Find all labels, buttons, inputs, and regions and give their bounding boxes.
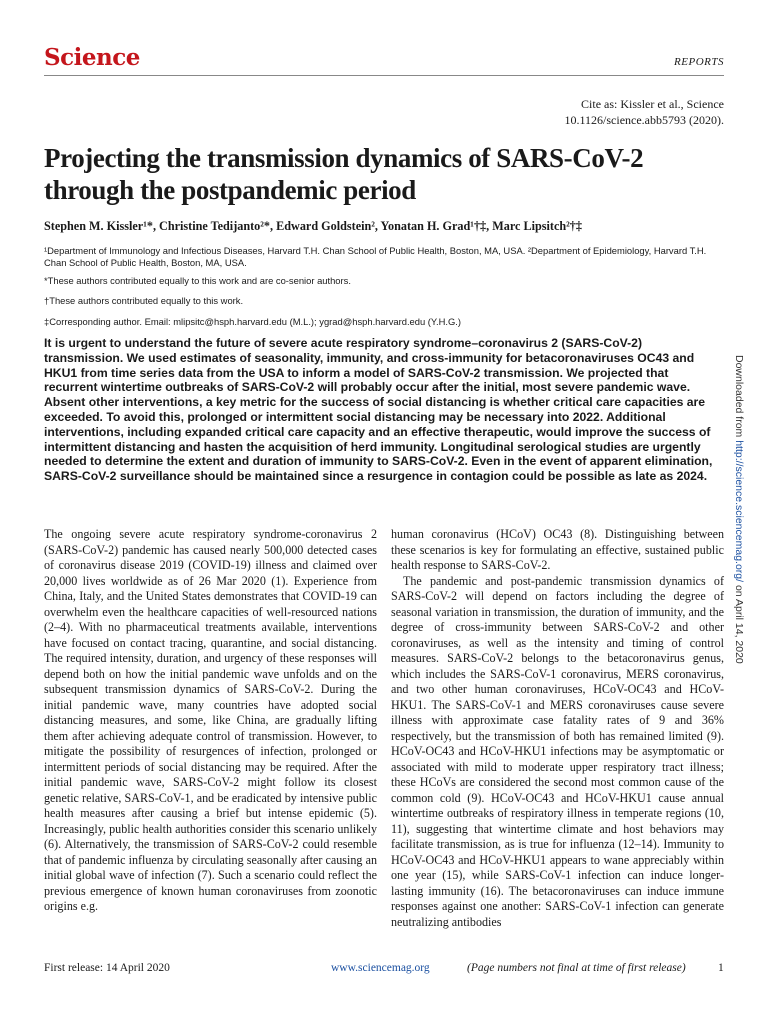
note-equal-contribution: †These authors contributed equally to this work. bbox=[44, 295, 244, 306]
section-label: REPORTS bbox=[674, 56, 724, 68]
download-sidebar bbox=[735, 355, 755, 675]
note-corresponding: ‡Corresponding author. Email: mlipsitc@hsph.harvard.edu (M.L.); ygrad@hsph.harvard.edu (Y.H.G.) bbox=[44, 316, 461, 327]
abstract: It is urgent to understand the future of severe acute respiratory syndrome–coronavirus 2 (SARS-CoV-2) transmission. We used estimates of seasonality, immunity, and cross-immunity for betacoronaviruses OC43 and HKU1 from time series data from the USA to inform a model of SARS-CoV-2 transmission. We projected that recurrent wintertime outbreaks of SARS-CoV-2 will probably occur after the initial, most severe pandemic wave. Absent other interventions, a key metric for the success of social distancing is whether critical care capacities are exceeded. To avoid this, prolonged or intermittent social distancing may be necessary into 2022. Additional interventions, including expanded critical care capacity and an effective therapeutic, would improve the success of intermittent distancing and hasten the acquisition of herd immunity. Longitudinal serological studies are urgently needed to determine the extent and duration of immunity to SARS-CoV-2. Even in the event of apparent elimination, SARS-CoV-2 surveillance should be maintained since a resurgence in contagion could be possible as late as 2024. bbox=[44, 336, 713, 484]
paragraph: The ongoing severe acute respiratory syndrome-coronavirus 2 (SARS-CoV-2) pandemic has caused nearly 500,000 detected cases of coronavirus disease 2019 (COVID-19) illness and claimed over 20,000 lives worldwide as of 26 Mar 2020 (1). Experience from China, Italy, and the United States demonstrates that COVID-19 can overwhelm even the healthcare capacities of well-resourced nations (2–4). With no pharmaceutical treatments available, interventions have focused on contact tracing, quarantine, and social distancing. The required intensity, duration, and urgency of these responses will depend both on how the initial pandemic wave unfolds and on the subsequent transmission dynamics of SARS-CoV-2. During the initial pandemic wave, many countries have adopted social distancing measures, and some, like China, are gradually lifting them after achieving adequate control of transmission. However, to mitigate the possibility of resurgences of infection, prolonged or intermittent periods of social distancing may be required. After the initial pandemic wave, SARS-CoV-2 might follow its closest genetic relative, SARS-CoV-1, and be eradicated by intensive public health measures after causing a brief but intense epidemic (5). Increasingly, public health authorities consider this scenario unlikely (6). Alternatively, the transmission of SARS-CoV-2 could resemble that of pandemic influenza by circulating seasonally after causing an initial global wave of infection (7). Such a scenario could reflect the previous emergence of known human coronaviruses from zoonotic origins e.g. bbox=[44, 527, 377, 913]
download-date: on April 14, 2020 bbox=[733, 582, 745, 664]
page-number-note: (Page numbers not final at time of first release) bbox=[467, 962, 686, 974]
article-title: Projecting the transmission dynamics of SARS-CoV-2 through the postpandemic period bbox=[44, 143, 644, 205]
body-column-right bbox=[391, 527, 724, 930]
body-column-left bbox=[44, 527, 377, 915]
paragraph: The pandemic and post-pandemic transmission dynamics of SARS-CoV-2 will depend on factors including the degree of seasonal variation in transmission, the duration of immunity, and the degree of cross-immunity between SARS-CoV-2 and other coronaviruses, as well as the intensity and timing of control measures. SARS-CoV-2 belongs to the betacoronavirus genus, which includes the SARS-CoV-1 coronavirus, MERS coronavirus, and two other human coronaviruses, HCoV-OC43 and HCoV-HKU1. The SARS-CoV-1 and MERS coronaviruses cause severe illness with approximate case fatality rates of 9 and 36% respectively, but the transmission of both has remained limited (9). HCoV-OC43 and HCoV-HKU1 infections may be asymptomatic or associated with mild to moderate upper respiratory tract illness; these HCoVs are considered the second most common cause of the common cold (9). HCoV-OC43 and HCoV-HKU1 cause annual wintertime outbreaks of respiratory illness in temperate regions (10, 11), suggesting that wintertime climate and host behaviors may facilitate transmission, as is true for influenza (12–14). Immunity to HCoV-OC43 and HCoV-HKU1 appears to wane appreciably within one year (15), while SARS-CoV-1 infection can induce longer-lasting immunity (16). The betacoronaviruses can induce immune responses against one another: SARS-CoV-1 infection can generate neutralizing antibodies bbox=[391, 573, 724, 929]
download-link[interactable]: http://science.sciencemag.org/ bbox=[733, 440, 745, 583]
page-number: 1 bbox=[718, 962, 724, 974]
paragraph: human coronavirus (HCoV) OC43 (8). Distinguishing between these scenarios is key for formulating an effective, sustained public health response to SARS-CoV-2. bbox=[391, 527, 724, 572]
citation bbox=[564, 96, 724, 128]
citation-doi: 10.1126/science.abb5793 (2020). bbox=[564, 113, 724, 127]
download-prefix: Downloaded from bbox=[733, 355, 745, 441]
author-list: Stephen M. Kissler¹*, Christine Tedijanto²*, Edward Goldstein², Yonatan H. Grad¹†‡, Marc Lipsitch²†‡ bbox=[44, 219, 582, 233]
release-date: First release: 14 April 2020 bbox=[44, 962, 170, 974]
header-rule bbox=[44, 75, 724, 76]
website-link[interactable]: www.sciencemag.org bbox=[331, 962, 430, 974]
citation-line-1: Cite as: Kissler et al., Science bbox=[581, 97, 724, 111]
affiliations: ¹Department of Immunology and Infectious Diseases, Harvard T.H. Chan School of Public Health, Boston, MA, USA. ²Department of Epidemiology, Harvard T.H. Chan School of Public Health, Boston, MA, USA. bbox=[44, 245, 707, 268]
journal-logo: Science bbox=[44, 44, 140, 71]
note-cosenior: *These authors contributed equally to this work and are co-senior authors. bbox=[44, 275, 351, 286]
